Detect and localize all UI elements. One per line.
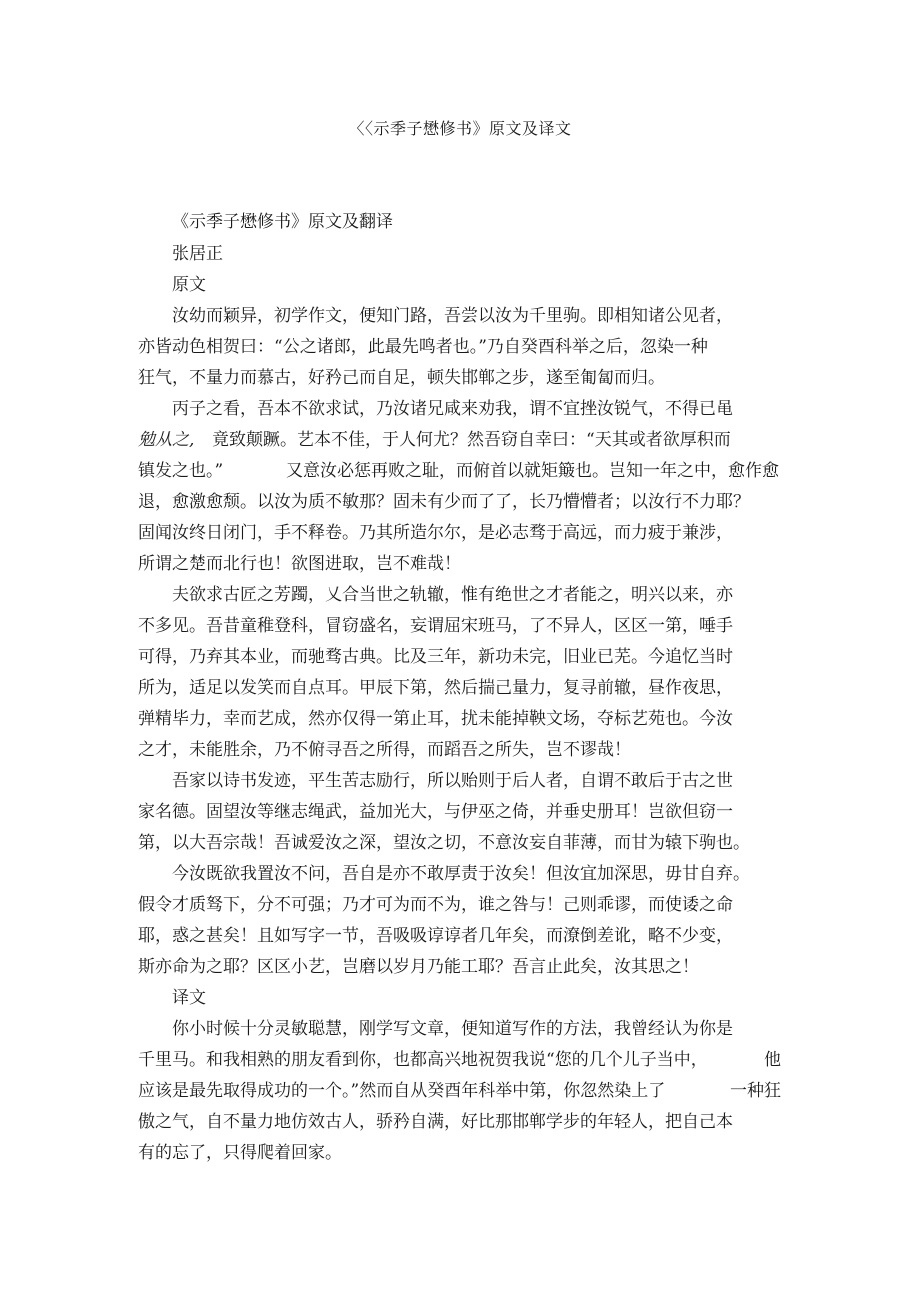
text-line: 今汝既欲我置汝不问，吾自是亦不敢厚责于汝矣！但汝宜加深思，毋甘自弃。 — [172, 864, 750, 884]
text-line: 亦皆动色相贺曰：“公之诸郎，此最先鸣者也。”乃自癸酉科举之后，忽染一种 — [138, 337, 708, 357]
text-line: 应该是最先取得成功的一个。”然而自从癸酉年科举中第，你忽然染上了 — [138, 1081, 666, 1101]
text-line: 所为，适足以发笑而自点耳。甲辰下第，然后揣己量力，复寻前辙，昼作夜思， — [138, 678, 733, 698]
text-line: 一种狂 — [730, 1081, 781, 1101]
text-line: 斯亦命为之耶？区区小艺，岂磨以岁月乃能工耶？吾言止此矣，汝其思之！ — [138, 957, 699, 977]
text-line: 汝幼而颖异，初学作文，便知门路，吾尝以汝为千里驹。即相知诸公见者， — [172, 306, 733, 326]
author-name: 张居正 — [172, 244, 223, 264]
text-line: 竟致颠蹶。艺本不佳，于人何尤？然吾窃自幸曰：“天其或者欲厚积而 — [212, 430, 731, 450]
text-line: 所谓之楚而北行也！欲图进取，岂不难哉！ — [138, 554, 461, 574]
document-title: 〈〈示季子懋修书》原文及译文 — [348, 119, 572, 138]
text-line: 可得，乃弃其本业，而驰骛古典。比及三年，新功未完，旧业已芜。今追忆当时 — [138, 647, 733, 667]
text-line: 夫欲求古匠之芳躅，乂合当世之轨辙，惟有绝世之才者能之，明兴以来，亦 — [172, 585, 733, 605]
text-line: 第，以大吾宗哉！吾诚爱汝之深，望汝之切，不意汝妄自菲薄，而甘为辕下驹也。 — [138, 833, 750, 853]
text-line: 他 — [764, 1050, 781, 1070]
text-line: 狂气，不量力而慕古，好矜己而自足，顿失邯郸之步，遂至匍匐而归。 — [138, 368, 665, 388]
text-line: 你小时候十分灵敏聪慧，刚学写文章，便知道写作的方法，我曾经认为你是 — [172, 1019, 733, 1039]
text-line: 假令才质驽下，分不可强；乃才可为而不为，谁之咎与！己则乖谬，而使诿之命 — [138, 895, 733, 915]
text-line: 之才，未能胜余，乃不俯寻吾之所得，而蹈吾之所失，岂不谬哉！ — [138, 740, 631, 760]
text-line: 吾家以诗书发迹，平生苦志励行，所以贻则于后人者，自谓不敢后于古之世 — [172, 771, 733, 791]
text-line-italic: 勉从之, — [138, 430, 195, 450]
text-line: 耶，惑之甚矣！且如写字一节，吾吸吸谆谆者几年矣，而潦倒差讹，略不少变， — [138, 926, 733, 946]
section-label-translation: 译文 — [172, 988, 206, 1008]
text-line: 镇发之也。” — [138, 461, 224, 481]
text-line: 千里马。和我相熟的朋友看到你，也都高兴地祝贺我说“您的几个儿子当中， — [138, 1050, 708, 1070]
text-line: 不多见。吾昔童稚登科，冒窃盛名，妄谓屈宋班马，了不异人，区区一第，唾手 — [138, 616, 733, 636]
text-line: 家名德。固望汝等继志绳武，益加光大，与伊巫之倚，并垂史册耳！岂欲但窃一 — [138, 802, 733, 822]
text-line: 丙子之看，吾本不欲求试，乃汝诸兄咸来劝我，谓不宜挫汝锐气，不得已黾 — [172, 399, 733, 419]
text-line: 傲之气，自不量力地仿效古人，骄矜自满，好比那邯郸学步的年轻人，把自己本 — [138, 1112, 733, 1132]
text-line: 又意汝必惩再败之耻，而俯首以就矩簸也。岂知一年之中，愈作愈 — [286, 461, 779, 481]
text-line: 固闻汝终日闭门，手不释卷。乃其所造尔尔，是必志骛于高远，而力疲于兼涉， — [138, 523, 733, 543]
text-line: 有的忘了，只得爬着回家。 — [138, 1143, 342, 1163]
text-line: 退，愈激愈颓。以汝为质不敏那？固未有少而了了，长乃懵懵者；以汝行不力耶？ — [138, 492, 750, 512]
document-heading: 《示季子懋修书》原文及翻译 — [172, 212, 393, 232]
text-line: 弹精毕力，幸而艺成，然亦仅得一第止耳，扰未能掉鞅文场，夺标艺苑也。今汝 — [138, 709, 733, 729]
section-label-original: 原文 — [172, 275, 206, 295]
